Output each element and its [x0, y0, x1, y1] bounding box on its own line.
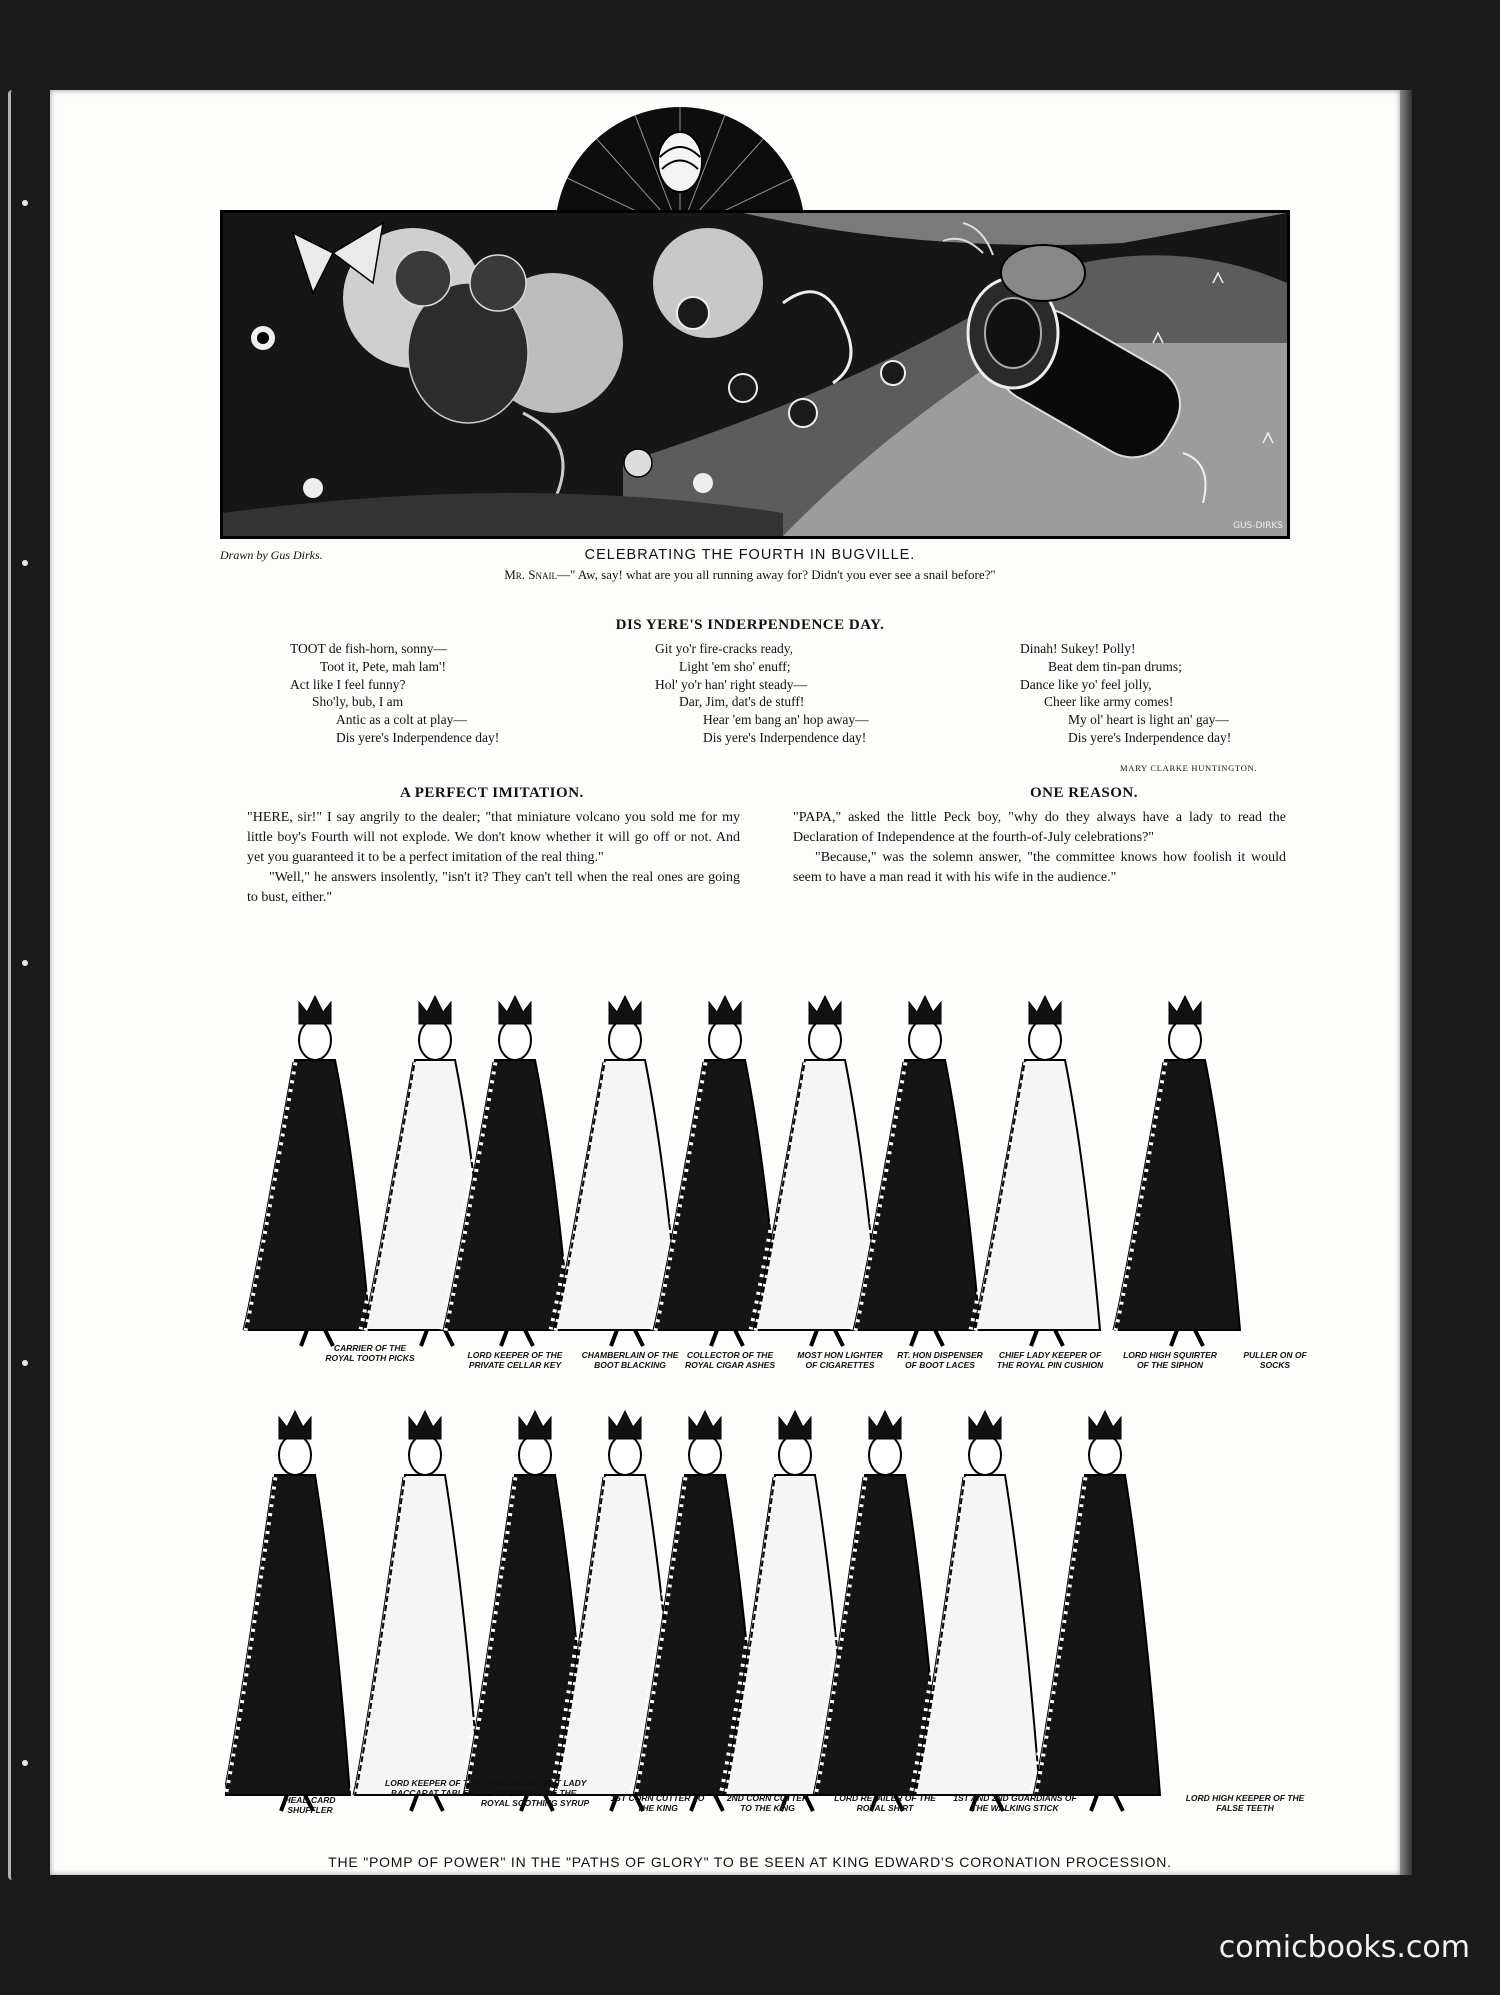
poem-stanza-2	[655, 640, 869, 747]
poem-line: Light 'em sho' enuff;	[679, 658, 791, 674]
page-right-edge	[1400, 90, 1412, 1875]
story-paragraph: "PAPA," asked the little Peck boy, "why do they always have a lady to read the Declaration of Independence at the fourth-of-July celebrations?"	[793, 810, 1286, 845]
robed-courtier-figure	[1033, 1411, 1160, 1811]
artist-signature: GUS-DIRKS	[1233, 521, 1283, 531]
poem-line: Cheer like army comes!	[1044, 694, 1174, 710]
procession-label: CHAMBERLAIN OF THE BOOT BLACKING	[581, 1350, 679, 1370]
previous-page-edge	[0, 0, 50, 1995]
poem-line: Dis yere's Inderpendence day!	[336, 729, 500, 745]
binding-stitch	[22, 1760, 28, 1766]
procession-illustration-bottom	[225, 1395, 1315, 1835]
poem-line: Git yo'r fire-cracks ready,	[655, 641, 793, 656]
story-paragraph: "HERE, sir!" I say angrily to the dealer; "that miniature volcano you sold me for my little boy's Fourth will not explode. We don't know whether it will go off or not. And yet you guaranteed it to be a perfect imitation of the real thing."	[247, 810, 740, 865]
procession-label: CARRIER OF THE ROYAL TOOTH PICKS	[325, 1343, 415, 1363]
poem-line: TOOT de fish-horn, sonny—	[290, 641, 447, 656]
robed-courtier-figure	[225, 1411, 350, 1811]
poem-line: Sho'ly, bub, I am	[312, 694, 404, 710]
poem-attribution: MARY CLARKE HUNTINGTON.	[1120, 763, 1258, 773]
procession-label: MOST HON LIGHTER OF CIGARETTES	[797, 1350, 883, 1370]
procession-label: MOST EXCELLENT LADY DISPENSER OF THE ROYAL SOOTHING SYRUP	[480, 1778, 590, 1808]
poem-line: Antic as a colt at play—	[336, 712, 467, 728]
procession-label: RT. HON DISPENSER OF BOOT LACES	[897, 1350, 983, 1370]
reason-title: ONE REASON.	[1030, 785, 1139, 801]
robed-courtier-figure	[1113, 996, 1240, 1346]
procession-label: LORD RETAILER OF THE ROYAL SHIRT	[834, 1793, 936, 1813]
procession-label: LORD KEEPER OF THE BACCARAT TABLES	[385, 1778, 480, 1798]
poem-line: Dance like yo' feel jolly,	[1020, 676, 1152, 692]
procession-label: 2ND CORN CUTTER TO THE KING	[726, 1793, 809, 1813]
procession-label: LORD KEEPER OF THE PRIVATE CELLAR KEY	[467, 1350, 563, 1370]
robed-courtier-figure	[853, 996, 980, 1346]
procession-label: LORD HIGH SQUIRTER OF THE SIPHON	[1123, 1350, 1217, 1370]
imitation-title: A PERFECT IMITATION.	[400, 785, 584, 801]
procession-label: COLLECTOR OF THE ROYAL CIGAR ASHES	[684, 1350, 776, 1370]
procession-label: LORD HIGH KEEPER OF THE FALSE TEETH	[1185, 1793, 1305, 1813]
speaker-name: Mr. Snail	[504, 567, 558, 582]
poem-line: Beat dem tin-pan drums;	[1048, 658, 1182, 674]
story-paragraph: "Well," he answers insolently, "isn't it? They can't tell when the real ones are going to bust, either."	[247, 870, 740, 905]
binding-stitch	[22, 200, 28, 206]
site-watermark: comicbooks.com	[1218, 1930, 1470, 1965]
bugville-cartoon	[220, 210, 1290, 539]
procession-label: CHIEF LADY KEEPER OF THE ROYAL PIN CUSHION	[996, 1350, 1104, 1370]
poem-stanza-3	[1020, 640, 1231, 747]
procession-label: HEAD CARD SHUFFLER	[284, 1795, 336, 1815]
poem-line: Toot it, Pete, mah lam'!	[320, 658, 446, 674]
illustration-credit: Drawn by Gus Dirks.	[220, 548, 323, 562]
speaker-quote: —" Aw, say! what are you all running away for? Didn't you ever see a snail before?"	[557, 567, 996, 582]
binding-stitch	[22, 1360, 28, 1366]
imitation-story	[247, 808, 740, 908]
poem-line: Dis yere's Inderpendence day!	[1068, 729, 1232, 745]
procession-label: 1ST CORN CUTTER TO THE KING	[610, 1793, 705, 1813]
robed-courtier-figure	[913, 1411, 1040, 1811]
poem-line: Dinah! Sukey! Polly!	[1020, 641, 1136, 656]
procession-label: PULLER ON OF SOCKS	[1243, 1350, 1307, 1370]
page-curl	[8, 90, 45, 1880]
cartoon-title: CELEBRATING THE FOURTH IN BUGVILLE.	[584, 547, 916, 563]
poem-line: Hear 'em bang an' hop away—	[703, 712, 869, 728]
robed-courtier-figure	[973, 996, 1100, 1346]
procession-caption: THE "POMP OF POWER" IN THE "PATHS OF GLORY" TO BE SEEN AT KING EDWARD'S CORONATION PROCESSION.	[328, 1854, 1172, 1870]
poem-line: Dar, Jim, dat's de stuff!	[679, 694, 805, 710]
poem-line: Dis yere's Inderpendence day!	[703, 729, 867, 745]
poem-title: DIS YERE'S INDERPENDENCE DAY.	[615, 617, 885, 633]
story-paragraph: "Because," was the solemn answer, "the committee knows how foolish it would seem to have a man read it with his wife in the audience."	[793, 850, 1286, 885]
poem-line: Act like I feel funny?	[290, 676, 406, 692]
poem-line: My ol' heart is light an' gay—	[1068, 712, 1229, 728]
cartoon-dialogue	[0, 567, 1500, 583]
robed-courtier-figure	[353, 1411, 480, 1811]
procession-label: 1ST AND 2ND GUARDIANS OF THE WALKING STICK	[953, 1793, 1077, 1813]
reason-story	[793, 808, 1286, 888]
robed-courtier-figure	[243, 996, 370, 1346]
procession-illustration-top	[225, 960, 1315, 1380]
binding-stitch	[22, 960, 28, 966]
poem-stanza-1	[290, 640, 499, 747]
poem-line: Hol' yo'r han' right steady—	[655, 676, 808, 692]
